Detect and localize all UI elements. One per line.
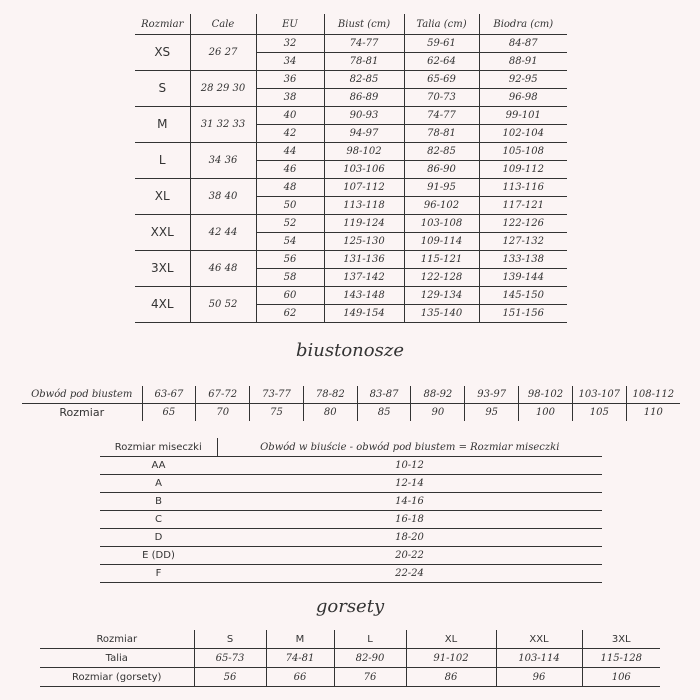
cup-size-table [100, 438, 602, 583]
cup-difference: 20-22 [217, 547, 602, 565]
eu-size: 62 [256, 305, 324, 323]
waist-cm: 96-102 [404, 197, 479, 215]
eu-size: 44 [256, 143, 324, 161]
waist-cm: 135-140 [404, 305, 479, 323]
inches-value: 46 48 [190, 251, 256, 287]
cup-size-label: D [100, 529, 217, 547]
eu-size: 50 [256, 197, 324, 215]
eu-size: 48 [256, 179, 324, 197]
waist-cm: 78-81 [404, 125, 479, 143]
table-row [100, 565, 602, 583]
header-cup-size: Rozmiar miseczki [100, 438, 217, 457]
header-cup-formula: Obwód w biuście - obwód pod biustem = Rozmiar miseczki [217, 438, 602, 457]
corset-row-label: Talia [40, 649, 194, 668]
band-size-cell: 80 [303, 404, 357, 422]
band-size-row [22, 404, 680, 422]
cup-size-label: B [100, 493, 217, 511]
table-row [135, 287, 567, 305]
corset-header-cell: L [334, 630, 406, 649]
table-row [40, 668, 660, 687]
bust-cm: 74-77 [324, 35, 404, 53]
bust-cm: 98-102 [324, 143, 404, 161]
waist-cm: 86-90 [404, 161, 479, 179]
waist-cm: 103-108 [404, 215, 479, 233]
header-rozmiar: Rozmiar [135, 14, 190, 35]
bust-cm: 78-81 [324, 53, 404, 71]
cup-size-label: A [100, 475, 217, 493]
size-chart-body [135, 35, 567, 323]
band-measure-cell: 78-82 [303, 386, 357, 404]
inches-value: 31 32 33 [190, 107, 256, 143]
corset-cell: 56 [194, 668, 266, 687]
corset-cell: 74-81 [266, 649, 334, 668]
eu-size: 36 [256, 71, 324, 89]
table-row [100, 457, 602, 475]
band-measure-cell: 103-107 [572, 386, 626, 404]
size-label: 3XL [135, 251, 190, 287]
bust-cm: 125-130 [324, 233, 404, 251]
cup-size-label: E (DD) [100, 547, 217, 565]
header-talia: Talia (cm) [404, 14, 479, 35]
bust-cm: 113-118 [324, 197, 404, 215]
cup-difference: 16-18 [217, 511, 602, 529]
band-measure-cell: 73-77 [250, 386, 304, 404]
band-size-cell: 65 [142, 404, 196, 422]
corset-header-cell: XXL [496, 630, 582, 649]
eu-size: 52 [256, 215, 324, 233]
band-measure-cell: 88-92 [411, 386, 465, 404]
header-cale: Cale [190, 14, 256, 35]
eu-size: 32 [256, 35, 324, 53]
corset-cell: 66 [266, 668, 334, 687]
bust-cm: 103-106 [324, 161, 404, 179]
size-label: 4XL [135, 287, 190, 323]
inches-value: 42 44 [190, 215, 256, 251]
table-row [135, 107, 567, 125]
cup-header-row [100, 438, 602, 457]
inches-value: 50 52 [190, 287, 256, 323]
corset-cell: 65-73 [194, 649, 266, 668]
band-size-cell: 105 [572, 404, 626, 422]
band-measure-cell: 63-67 [142, 386, 196, 404]
inches-value: 26 27 [190, 35, 256, 71]
eu-size: 38 [256, 89, 324, 107]
bust-cm: 86-89 [324, 89, 404, 107]
band-measure-cell: 83-87 [357, 386, 411, 404]
bust-cm: 82-85 [324, 71, 404, 89]
table-row [135, 215, 567, 233]
corset-cell: 91-102 [406, 649, 496, 668]
size-chart-header-row [135, 14, 567, 35]
corset-size-table [40, 630, 660, 687]
hips-cm: 102-104 [479, 125, 567, 143]
hips-cm: 113-116 [479, 179, 567, 197]
inches-value: 38 40 [190, 179, 256, 215]
corset-header-cell: 3XL [582, 630, 660, 649]
corset-cell: 103-114 [496, 649, 582, 668]
table-row [100, 547, 602, 565]
corset-cell: 96 [496, 668, 582, 687]
hips-cm: 145-150 [479, 287, 567, 305]
waist-cm: 65-69 [404, 71, 479, 89]
table-row [135, 251, 567, 269]
header-eu: EU [256, 14, 324, 35]
header-biust: Biust (cm) [324, 14, 404, 35]
corset-cell: 86 [406, 668, 496, 687]
band-size-cell: 85 [357, 404, 411, 422]
bust-cm: 131-136 [324, 251, 404, 269]
table-row [135, 179, 567, 197]
section-title-bras: biustonosze [296, 340, 404, 361]
corset-cell: 76 [334, 668, 406, 687]
cup-size-label: F [100, 565, 217, 583]
hips-cm: 109-112 [479, 161, 567, 179]
band-size-cell: 100 [519, 404, 573, 422]
hips-cm: 99-101 [479, 107, 567, 125]
table-row [40, 649, 660, 668]
waist-cm: 70-73 [404, 89, 479, 107]
cup-difference: 12-14 [217, 475, 602, 493]
table-row [100, 493, 602, 511]
table-row [135, 35, 567, 53]
size-label: XXL [135, 215, 190, 251]
waist-cm: 129-134 [404, 287, 479, 305]
cup-difference: 10-12 [217, 457, 602, 475]
band-size-cell: 70 [196, 404, 250, 422]
band-size-table [22, 386, 680, 421]
hips-cm: 133-138 [479, 251, 567, 269]
band-measure-cell: 98-102 [519, 386, 573, 404]
band-measure-cell: 93-97 [465, 386, 519, 404]
table-row [135, 71, 567, 89]
eu-size: 58 [256, 269, 324, 287]
cup-size-label: AA [100, 457, 217, 475]
corset-header-cell: M [266, 630, 334, 649]
table-row [100, 529, 602, 547]
bust-cm: 90-93 [324, 107, 404, 125]
corset-header-row [40, 630, 660, 649]
band-measure-cell: 67-72 [196, 386, 250, 404]
corset-row-label: Rozmiar (gorsety) [40, 668, 194, 687]
corset-header-cell: S [194, 630, 266, 649]
band-size-cell: 110 [643, 407, 663, 418]
eu-size: 42 [256, 125, 324, 143]
hips-cm: 105-108 [479, 143, 567, 161]
cup-difference: 14-16 [217, 493, 602, 511]
band-size-label: Rozmiar [22, 404, 142, 422]
corset-size-body [40, 630, 660, 687]
band-measure-row [22, 386, 680, 404]
table-row [135, 143, 567, 161]
band-measure-cell: 108-112 [626, 386, 680, 404]
waist-cm: 82-85 [404, 143, 479, 161]
corset-header-cell: Rozmiar [40, 630, 194, 649]
waist-cm: 59-61 [404, 35, 479, 53]
band-size-cell: 95 [465, 404, 519, 422]
bust-cm: 94-97 [324, 125, 404, 143]
cup-size-label: C [100, 511, 217, 529]
size-label: M [135, 107, 190, 143]
waist-cm: 62-64 [404, 53, 479, 71]
hips-cm: 127-132 [479, 233, 567, 251]
size-label: XL [135, 179, 190, 215]
cup-difference: 18-20 [217, 529, 602, 547]
hips-cm: 84-87 [479, 35, 567, 53]
hips-cm: 151-156 [479, 305, 567, 323]
bust-cm: 149-154 [324, 305, 404, 323]
eu-size: 46 [256, 161, 324, 179]
size-label: L [135, 143, 190, 179]
hips-cm: 96-98 [479, 89, 567, 107]
hips-cm: 88-91 [479, 53, 567, 71]
corset-cell: 106 [582, 668, 660, 687]
table-row [100, 511, 602, 529]
size-label: S [135, 71, 190, 107]
band-size-cell: 90 [411, 404, 465, 422]
bust-cm: 137-142 [324, 269, 404, 287]
cup-size-body [100, 457, 602, 583]
eu-size: 56 [256, 251, 324, 269]
eu-size: 34 [256, 53, 324, 71]
section-title-corsets: gorsety [315, 596, 385, 617]
waist-cm: 74-77 [404, 107, 479, 125]
hips-cm: 122-126 [479, 215, 567, 233]
waist-cm: 122-128 [404, 269, 479, 287]
waist-cm: 115-121 [404, 251, 479, 269]
hips-cm: 117-121 [479, 197, 567, 215]
bust-cm: 107-112 [324, 179, 404, 197]
size-chart-table [135, 14, 567, 323]
hips-cm: 139-144 [479, 269, 567, 287]
eu-size: 60 [256, 287, 324, 305]
cup-difference: 22-24 [217, 565, 602, 583]
corset-cell: 82-90 [334, 649, 406, 668]
waist-cm: 109-114 [404, 233, 479, 251]
hips-cm: 92-95 [479, 71, 567, 89]
waist-cm: 91-95 [404, 179, 479, 197]
corset-header-cell: XL [406, 630, 496, 649]
size-label: XS [135, 35, 190, 71]
corset-cell: 115-128 [582, 649, 660, 668]
table-row [100, 475, 602, 493]
bust-cm: 119-124 [324, 215, 404, 233]
band-size-cell: 75 [250, 404, 304, 422]
eu-size: 40 [256, 107, 324, 125]
inches-value: 28 29 30 [190, 71, 256, 107]
band-measure-label: Obwód pod biustem [22, 386, 142, 404]
header-biodra: Biodra (cm) [479, 14, 567, 35]
eu-size: 54 [256, 233, 324, 251]
inches-value: 34 36 [190, 143, 256, 179]
bust-cm: 143-148 [324, 287, 404, 305]
